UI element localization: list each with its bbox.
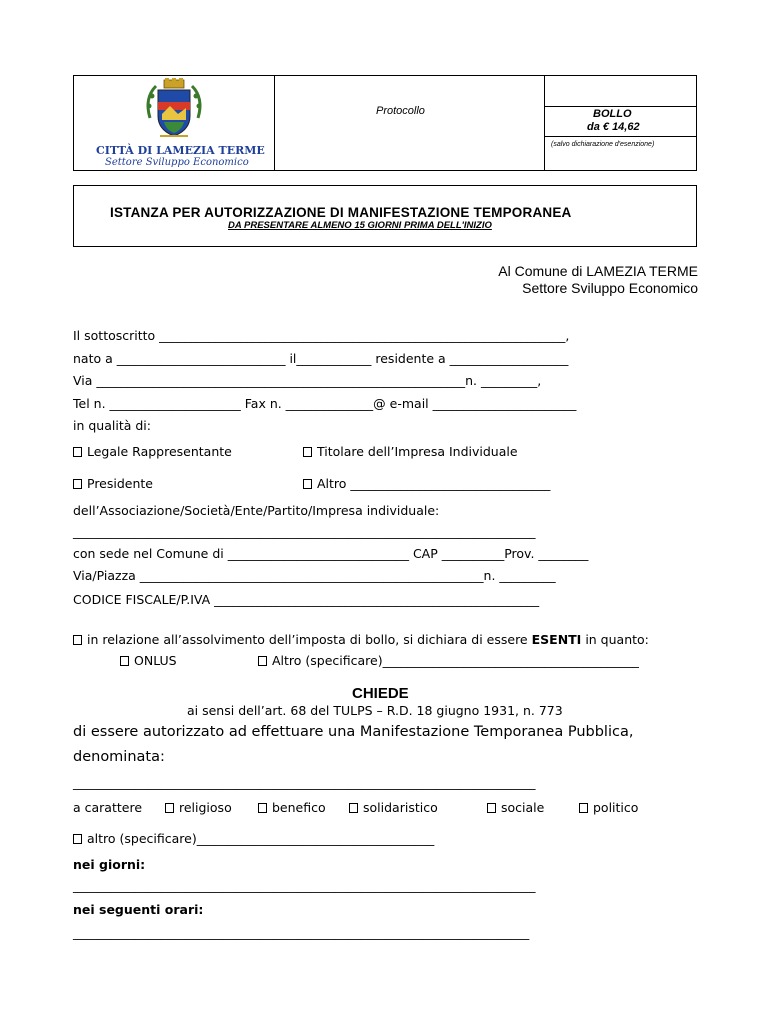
city-name: CITTÀ DI LAMEZIA TERME: [96, 144, 265, 157]
checkbox[interactable]: [303, 479, 312, 489]
sede-field[interactable]: con sede nel Comune di _____________________________ CAP __________Prov. ________: [73, 546, 589, 561]
checkbox[interactable]: [487, 803, 496, 813]
onlus-option[interactable]: ONLUS: [120, 653, 177, 668]
solidaristico-option[interactable]: solidaristico: [349, 800, 438, 815]
bollo-label: BOLLO: [593, 108, 632, 120]
viapiazza-field[interactable]: Via/Piazza _______________________________________________________n. _________: [73, 568, 556, 583]
titolare-option[interactable]: Titolare dell’Impresa Individuale: [303, 444, 518, 459]
sector-name: Settore Sviluppo Economico: [105, 157, 249, 168]
checkbox[interactable]: [258, 803, 267, 813]
form-title: ISTANZA PER AUTORIZZAZIONE DI MANIFESTAZIONE TEMPORANEA: [110, 205, 572, 220]
bollo-note: (salvo dichiarazione d'esenzione): [551, 141, 655, 148]
checkbox[interactable]: [579, 803, 588, 813]
checkbox[interactable]: [120, 656, 129, 666]
orari-field[interactable]: _________________________________________________________________________: [73, 925, 530, 940]
checkbox[interactable]: [303, 447, 312, 457]
checkbox[interactable]: [349, 803, 358, 813]
carattere-label: a carattere: [73, 800, 143, 815]
giorni-label: nei giorni:: [73, 857, 146, 872]
associazione-label: dell’Associazione/Società/Ente/Partito/Impresa individuale:: [73, 503, 440, 518]
chiede-heading: CHIEDE: [352, 685, 409, 702]
religioso-option[interactable]: religioso: [165, 800, 232, 815]
checkbox[interactable]: [73, 479, 82, 489]
checkbox[interactable]: [165, 803, 174, 813]
esenti-option[interactable]: in relazione all’assolvimento dell’imposta di bollo, si dichiara di essere ESENTI in quanto:: [73, 632, 649, 647]
contact-field[interactable]: Tel n. _____________________ Fax n. ______________@ e-mail _______________________: [73, 396, 577, 411]
codice-fiscale-field[interactable]: CODICE FISCALE/P.IVA ____________________________________________________: [73, 592, 540, 607]
checkbox[interactable]: [258, 656, 267, 666]
bollo-divider: [544, 106, 696, 107]
bollo-amount: da € 14,62: [587, 121, 640, 133]
checkbox[interactable]: [73, 447, 82, 457]
denominazione-field[interactable]: __________________________________________________________________________: [73, 775, 536, 790]
presidente-option[interactable]: Presidente: [73, 476, 153, 491]
birth-residence-field[interactable]: nato a ___________________________ il____________ residente a ___________________: [73, 351, 569, 366]
addressee-line1: Al Comune di LAMEZIA TERME: [498, 263, 698, 279]
bollo-divider: [544, 136, 696, 137]
altro-specificare-option[interactable]: Altro (specificare)_________________________________________: [258, 653, 639, 668]
altro-carattere-option[interactable]: altro (specificare)______________________________________: [73, 831, 434, 846]
header-divider: [544, 76, 545, 170]
sottoscritto-field[interactable]: Il sottoscritto _________________________________________________________________,: [73, 328, 570, 343]
protocollo-label: Protocollo: [376, 105, 425, 117]
addressee-line2: Settore Sviluppo Economico: [522, 280, 698, 296]
form-subtitle: DA PRESENTARE ALMENO 15 GIORNI PRIMA DELL'INIZIO: [228, 220, 492, 231]
politico-option[interactable]: politico: [579, 800, 638, 815]
coat-of-arms-logo: [140, 78, 208, 144]
checkbox[interactable]: [73, 834, 82, 844]
associazione-field[interactable]: __________________________________________________________________________: [73, 524, 536, 539]
giorni-field[interactable]: __________________________________________________________________________: [73, 878, 536, 893]
header-divider: [274, 76, 275, 170]
address-field[interactable]: Via ___________________________________________________________n. _________,: [73, 373, 542, 388]
legale-option[interactable]: Legale Rappresentante: [73, 444, 232, 459]
sociale-option[interactable]: sociale: [487, 800, 544, 815]
qualita-label: in qualità di:: [73, 418, 151, 433]
checkbox[interactable]: [73, 635, 82, 645]
orari-label: nei seguenti orari:: [73, 902, 204, 917]
chiede-text-line1: di essere autorizzato ad effettuare una Manifestazione Temporanea Pubblica,: [73, 724, 634, 740]
altro-option[interactable]: Altro ________________________________: [303, 476, 550, 491]
chiede-reference: ai sensi dell’art. 68 del TULPS – R.D. 18 giugno 1931, n. 773: [187, 703, 563, 718]
benefico-option[interactable]: benefico: [258, 800, 326, 815]
chiede-text-line2: denominata:: [73, 749, 165, 765]
